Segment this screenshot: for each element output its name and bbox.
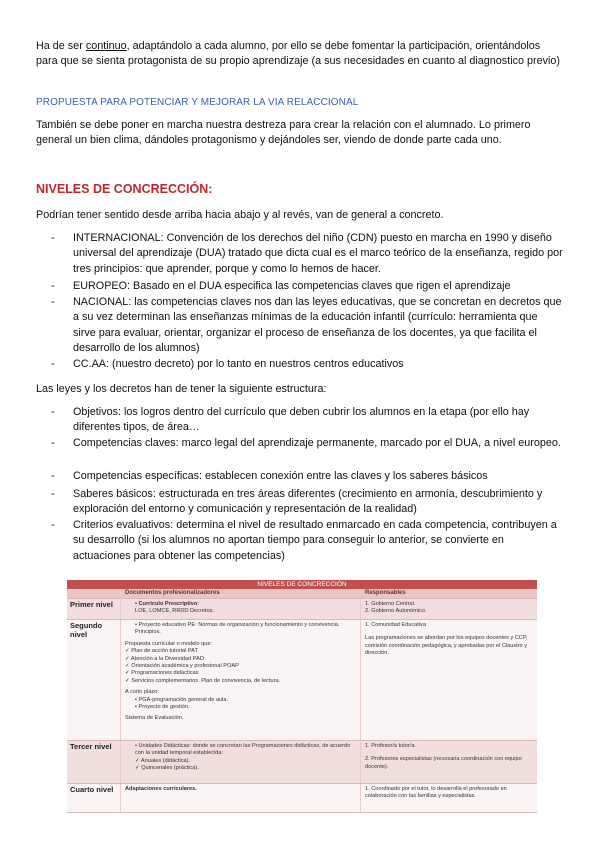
cell-line: Propuesta curricular o modelo que: bbox=[125, 640, 213, 647]
list-item: - Competencias claves: marco legal del aprendizaje permanente, marcado por el DUA, a nivel europeo. bbox=[51, 437, 561, 449]
header-resp: Responsables bbox=[365, 590, 406, 596]
list-item-text: Competencias claves: marco legal del aprendizaje permanente, marcado por el DUA, a nivel europeo. bbox=[73, 437, 561, 449]
cell-line: • Proyecto educativo PE: Normas de organización y funcionamiento y convivencia. Principios. bbox=[135, 622, 340, 636]
level-cell: Cuarto nivel bbox=[67, 784, 121, 812]
cell-line: 1. Comunidad Educativa bbox=[365, 622, 426, 628]
cell-line: • Currículo Prescriptivo: bbox=[135, 601, 200, 607]
intro-text-b: , adaptándolo a cada alumno, por ello se debe fomentar la participación, orientándolos para que se sienta protagonista de su propio aprendizaje (a sus necesidades en cuanto al diagnostico previo) bbox=[36, 40, 560, 67]
list-item-text: CC.AA: (nuestro decreto) por lo tanto en nuestros centros educativos bbox=[73, 358, 404, 370]
intro-paragraph bbox=[36, 39, 564, 69]
list-item: - NACIONAL: las competencias claves nos dan las leyes educativas, que se concretan en decretos que a su vez determinan las enseñanzas mínimas de la educación infantil (currículo: herramienta que sirve para evaluar, orientar, organizar el proceso de enseñanza de los docentes, ya que facilita el desarrollo de los alumnos) bbox=[51, 296, 562, 355]
list-item: - EUROPEO: Basado en el DUA especifica las competencias claves que rigen el aprendizaje bbox=[51, 280, 511, 292]
resp-cell bbox=[361, 620, 537, 740]
intro-text-a: Ha de ser bbox=[36, 40, 86, 52]
cell-line: ✓ Atención a la Diversidad PAD bbox=[125, 655, 204, 662]
list-item: - Criterios evaluativos: determina el nivel de resultado enmarcado en cada competencia, contribuyen a su desarrollo (si los alumnos no aportan tiempo para conseguir lo anterior, se convierte en actuaciones para obtener las competencias) bbox=[51, 519, 557, 562]
levels-table bbox=[67, 580, 537, 813]
cell-line: LOE, LOMCE, RRDD Decretos. bbox=[135, 608, 214, 615]
cell-line: • Unidades Didácticas: donde se concretan las Programaciones didácticas, de acuerdo con la unidad temporal establecida: bbox=[135, 743, 351, 757]
cell-line: A corto plazo: bbox=[125, 689, 159, 696]
table-title: NIVELES DE CONCRECCIÓN bbox=[67, 580, 537, 589]
cell-line: ✓ Anuales (didáctica). bbox=[135, 757, 191, 764]
level-cell: Segundo nivel bbox=[67, 620, 121, 740]
relation-paragraph: También se debe poner en marcha nuestra destreza para crear la relación con el alumnado. Lo primero general un bien clima, dándoles protagonismo y dejándoles ser, viendo de donde parte cada uno. bbox=[36, 119, 531, 146]
resp-cell bbox=[361, 784, 537, 812]
cell-line: Las programaciones se abordan por los equipos docentes y CCP, comisión coordinación pedagógica, y aprobadas por el Claustro y dirección. bbox=[365, 635, 528, 657]
table-row bbox=[67, 741, 537, 784]
list-item-text: EUROPEO: Basado en el DUA especifica las competencias claves que rigen el aprendizaje bbox=[73, 280, 511, 292]
cell-line: ✓ Plan de acción tutorial PAT bbox=[125, 648, 198, 655]
table-header-row bbox=[67, 589, 537, 599]
list-item-text: NACIONAL: las competencias claves nos dan las leyes educativas, que se concretan en decretos que a su vez determinan las enseñanzas mínimas de la educación infantil (currículo: herramienta que sirve para evaluar, orientar, organizar el proceso de enseñanza de los docentes, ya que facilita el desarrollo de los alumnos) bbox=[73, 296, 562, 355]
resp-cell bbox=[361, 741, 537, 783]
cell-line: Adaptaciones curriculares. bbox=[125, 786, 197, 792]
list-item: - CC.AA: (nuestro decreto) por lo tanto en nuestros centros educativos bbox=[51, 358, 404, 370]
table-row bbox=[67, 599, 537, 620]
table-row bbox=[67, 784, 537, 813]
level-cell: Tercer nivel bbox=[67, 741, 121, 783]
list-item-text: INTERNACIONAL: Convención de los derechos del niño (CDN) puesto en marcha en 1990 y diseño universal del aprendizaje (DUA) tratado que dicta cual es el marco teórico de la enseñanza, regido por tres principios: que aprender, porque y como lo hemos de hacer. bbox=[73, 232, 563, 275]
list-item: - Competencias específicas: establecen conexión entre las claves y los saberes básicos bbox=[51, 470, 488, 482]
list-item-text: Objetivos: los logros dentro del currículo que deben cubrir los alumnos en la etapa (por ello hay diferentes tipos, de área… bbox=[73, 406, 530, 434]
intro-text-underlined: continuo bbox=[85, 40, 127, 52]
cell-line: ✓ Quincenales (práctica). bbox=[135, 765, 199, 772]
resp-cell bbox=[361, 599, 537, 619]
list-item: - Objetivos: los logros dentro del currículo que deben cubrir los alumnos en la etapa (por ello hay diferentes tipos, de área… bbox=[51, 406, 530, 434]
header-cell-empty bbox=[67, 589, 121, 598]
docs-cell bbox=[121, 599, 361, 619]
table-row bbox=[67, 620, 537, 741]
list-item: - Saberes básicos: estructurada en tres áreas diferentes (crecimiento en armonía, descubrimiento y exploración del entorno y comunicación y representación de la realidad) bbox=[51, 488, 543, 516]
cell-line: 1. Coordinado por el tutor, lo desarrolla el profesorado en colaboración con las familias y especialistas. bbox=[365, 786, 507, 800]
list-item: - INTERNACIONAL: Convención de los derechos del niño (CDN) puesto en marcha en 1990 y diseño universal del aprendizaje (DUA) tratado que dicta cual es el marco teórico de la enseñanza, regido por tres principios: que aprender, porque y como lo hemos de hacer. bbox=[51, 232, 563, 275]
cell-line: 1. Profesor/a tutor/a. bbox=[365, 743, 416, 749]
level-cell: Primer nivel bbox=[67, 599, 121, 619]
list-item-text: Saberes básicos: estructurada en tres áreas diferentes (crecimiento en armonía, descubrimiento y exploración del entorno y comunicación y representación de la realidad) bbox=[73, 488, 543, 516]
cell-line: ✓ Programaciones didácticas bbox=[125, 670, 199, 677]
list-item-text: Competencias específicas: establecen conexión entre las claves y los saberes básicos bbox=[73, 470, 488, 482]
cell-line: ▪ PGA-programación general de aula. bbox=[135, 696, 229, 703]
docs-cell bbox=[121, 741, 361, 783]
section-title: NIVELES DE CONCRECCIÓN: bbox=[36, 182, 213, 196]
cell-line: ✓ Orientación académica y profesional POAP bbox=[125, 663, 239, 670]
section-lead: Podrían tener sentido desde arriba hacia abajo y al revés, van de general a concreto. bbox=[36, 209, 444, 221]
docs-cell bbox=[121, 784, 361, 812]
cell-line: Sistema de Evaluación. bbox=[125, 715, 184, 722]
cell-line: ✓ Servicios complementarios. Plan de convivencia, de lectura. bbox=[125, 677, 281, 684]
cell-line: 2. Profesores especialistas (necesaria coordinación con equipo docente). bbox=[365, 756, 522, 770]
subheading: PROPUESTA PARA POTENCIAR Y MEJORAR LA VIA RELACCIONAL bbox=[36, 97, 359, 108]
cell-line: ▪ Proyecto de gestión. bbox=[135, 704, 190, 711]
cell-line: 1. Gobierno Central. bbox=[365, 601, 416, 607]
header-docs: Documentos profesionalizadores bbox=[121, 589, 361, 598]
cell-line: 2. Gobierno Autonómico. bbox=[365, 608, 427, 615]
list-item-text: Criterios evaluativos: determina el nivel de resultado enmarcado en cada competencia, contribuyen a su desarrollo (si los alumnos no aportan tiempo para conseguir lo anterior, se convierte en actuaciones para obtener las competencias) bbox=[73, 519, 557, 562]
docs-cell bbox=[121, 620, 361, 740]
section-lead-2: Las leyes y los decretos han de tener la siguiente estructura: bbox=[36, 383, 327, 395]
